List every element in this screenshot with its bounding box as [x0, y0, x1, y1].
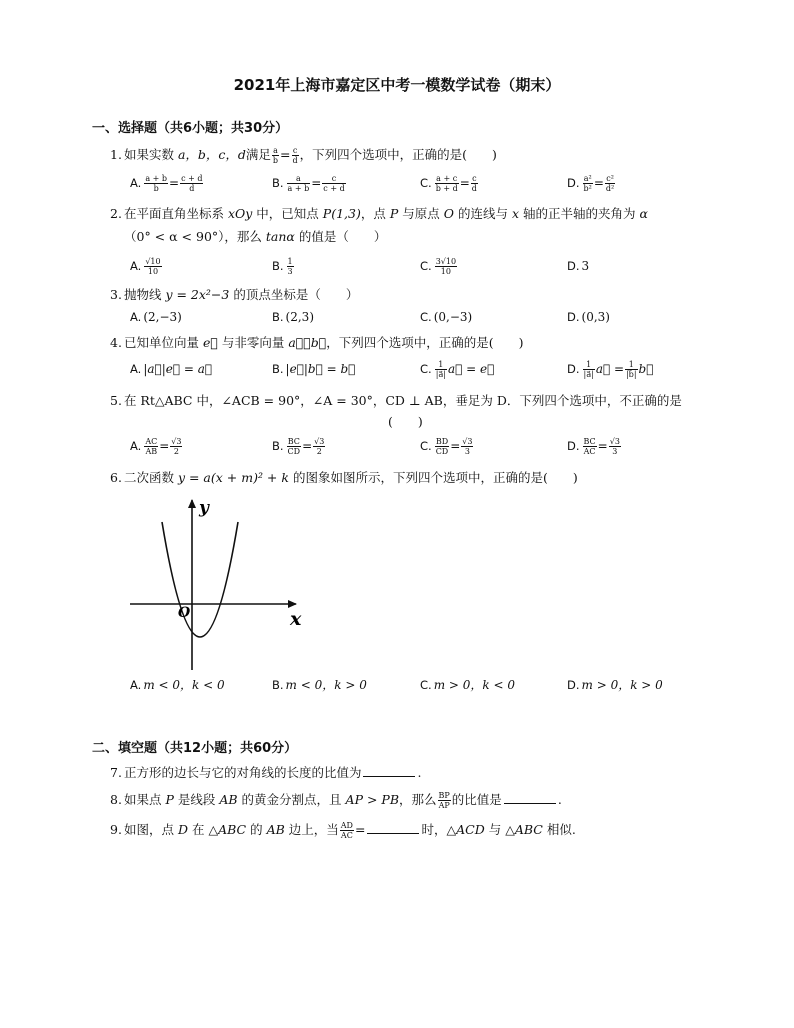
- question-number: 1.: [110, 147, 122, 162]
- option-a[interactable]: A. |a⃗|e⃗ = a⃗: [130, 362, 213, 376]
- equals-sign: =: [280, 147, 291, 162]
- question-9: 9. 如图，点 D 在 △ABC 的 AB 边上，当 $\frac{AD}{AC}$ = 时，△ACD 与 △ABC 相似.: [110, 821, 576, 840]
- question-5: 5. 在 Rt△ABC 中，∠ACB = 90°，∠A = 30°，CD ⊥ AB，垂足为 D．下列四个选项中，不正确的是: [110, 393, 682, 408]
- question-text: ，下列四个选项中，正确的是( ): [299, 147, 497, 162]
- question-number: 8.: [110, 792, 122, 807]
- fraction: $\frac{a}{b}$: [272, 146, 279, 165]
- option-a[interactable]: A. (2,−3): [130, 310, 182, 324]
- option-c[interactable]: C. m > 0，k < 0: [420, 678, 515, 692]
- answer-blank[interactable]: [367, 821, 419, 834]
- fraction: $\frac{c}{d}$: [292, 146, 298, 165]
- question-number: 6.: [110, 470, 122, 485]
- question-number: 2.: [110, 206, 122, 221]
- question-number: 4.: [110, 335, 122, 350]
- question-number: 9.: [110, 822, 122, 837]
- option-b[interactable]: B. (2,3): [272, 310, 314, 324]
- option-b[interactable]: B. |e⃗|b⃗ = b⃗: [272, 362, 356, 376]
- option-c[interactable]: C. $\frac{BD}{CD}$ = $\frac{√3}{3}$: [420, 437, 473, 456]
- question-number: 3.: [110, 287, 122, 302]
- section-heading-fill: 二、填空题（共12小题；共60分）: [92, 741, 298, 756]
- option-c[interactable]: C. $\frac{3√10}{10}$: [420, 257, 457, 276]
- option-d[interactable]: D. $\frac{\text{a²}}{\text{b²}}$ = $\frac{\text{c²}}{\text{d²}}$: [567, 174, 615, 193]
- question-1: [110, 146, 497, 165]
- parabola-curve: [162, 522, 238, 637]
- option-c[interactable]: C. $\frac{1}{|a⃗|}$ a⃗ = e⃗: [420, 360, 495, 379]
- page-title: 2021年上海市嘉定区中考一模数学试卷（期末）: [233, 76, 561, 94]
- option-d[interactable]: D. 3: [567, 259, 590, 273]
- parabola-graph: [120, 492, 320, 682]
- question-7: 7. 正方形的边长与它的对角线的长度的比值为 .: [110, 765, 422, 780]
- option-c[interactable]: C. (0,−3): [420, 310, 473, 324]
- answer-blank[interactable]: [504, 791, 556, 804]
- option-b[interactable]: B. $\frac{BC}{CD}$ = $\frac{√3}{2}$: [272, 437, 325, 456]
- math-variables: a，b，c，d: [177, 147, 246, 162]
- answer-blank[interactable]: [363, 764, 415, 777]
- option-d[interactable]: D. $\frac{1}{|a⃗|}$ a⃗ = $\frac{1}{|b⃗|}$ b⃗: [567, 360, 654, 379]
- question-2: 2. 在平面直角坐标系 xOy 中，已知点 P(1,3)，点 P 与原点 O 的连线与 x 轴的正半轴的夹角为 α: [110, 206, 648, 221]
- option-a[interactable]: A. $\frac{AC}{AB}$ = $\frac{√3}{2}$: [130, 437, 182, 456]
- question-number: 7.: [110, 765, 122, 780]
- origin-label: O: [178, 605, 191, 621]
- option-a[interactable]: A. $\frac{a + b}{b}$ = $\frac{c + d}{d}$: [130, 174, 203, 193]
- option-b[interactable]: B. m < 0，k > 0: [272, 678, 367, 692]
- section-heading-choice: 一、选择题（共6小题；共30分）: [92, 121, 289, 136]
- option-a[interactable]: A. m < 0，k < 0: [130, 678, 225, 692]
- question-number: 5.: [110, 393, 122, 408]
- question-8: 8. 如果点 P 是线段 AB 的黄金分割点，且 AP > PB，那么 $\frac{BP}{AP}$ 的比值是 .: [110, 791, 562, 810]
- option-b[interactable]: B. $\frac{a}{a + b}$ = $\frac{c}{c + d}$: [272, 174, 345, 193]
- option-c[interactable]: C. $\frac{a + c}{b + d}$ = $\frac{c}{d}$: [420, 174, 477, 193]
- y-axis-label: y: [199, 498, 209, 518]
- option-d[interactable]: D. (0,3): [567, 310, 610, 324]
- question-text: 如果实数: [123, 147, 174, 162]
- question-6: 6. 二次函数 y = a(x + m)² + k 的图象如图所示，下列四个选项中，正确的是( ): [110, 470, 578, 485]
- question-text: 满足: [245, 147, 271, 162]
- option-b[interactable]: B. $\frac{1}{3}$: [272, 257, 293, 276]
- option-d[interactable]: D. m > 0，k > 0: [567, 678, 663, 692]
- question-2-line-2: （0° < α < 90°），那么 tanα 的值是（ ）: [124, 229, 387, 244]
- option-a[interactable]: A. $\frac{√10}{10}$: [130, 257, 161, 276]
- question-5-answer-paren: ( ): [388, 414, 423, 429]
- question-4: 4. 已知单位向量 e⃗ 与非零向量 a⃗，b⃗，下列四个选项中，正确的是( ): [110, 335, 524, 350]
- option-d[interactable]: D. $\frac{BC}{AC}$ = $\frac{√3}{3}$: [567, 437, 620, 456]
- question-3: 3. 抛物线 y = 2x²−3 的顶点坐标是（ ）: [110, 287, 359, 302]
- x-axis-label: x: [290, 608, 302, 630]
